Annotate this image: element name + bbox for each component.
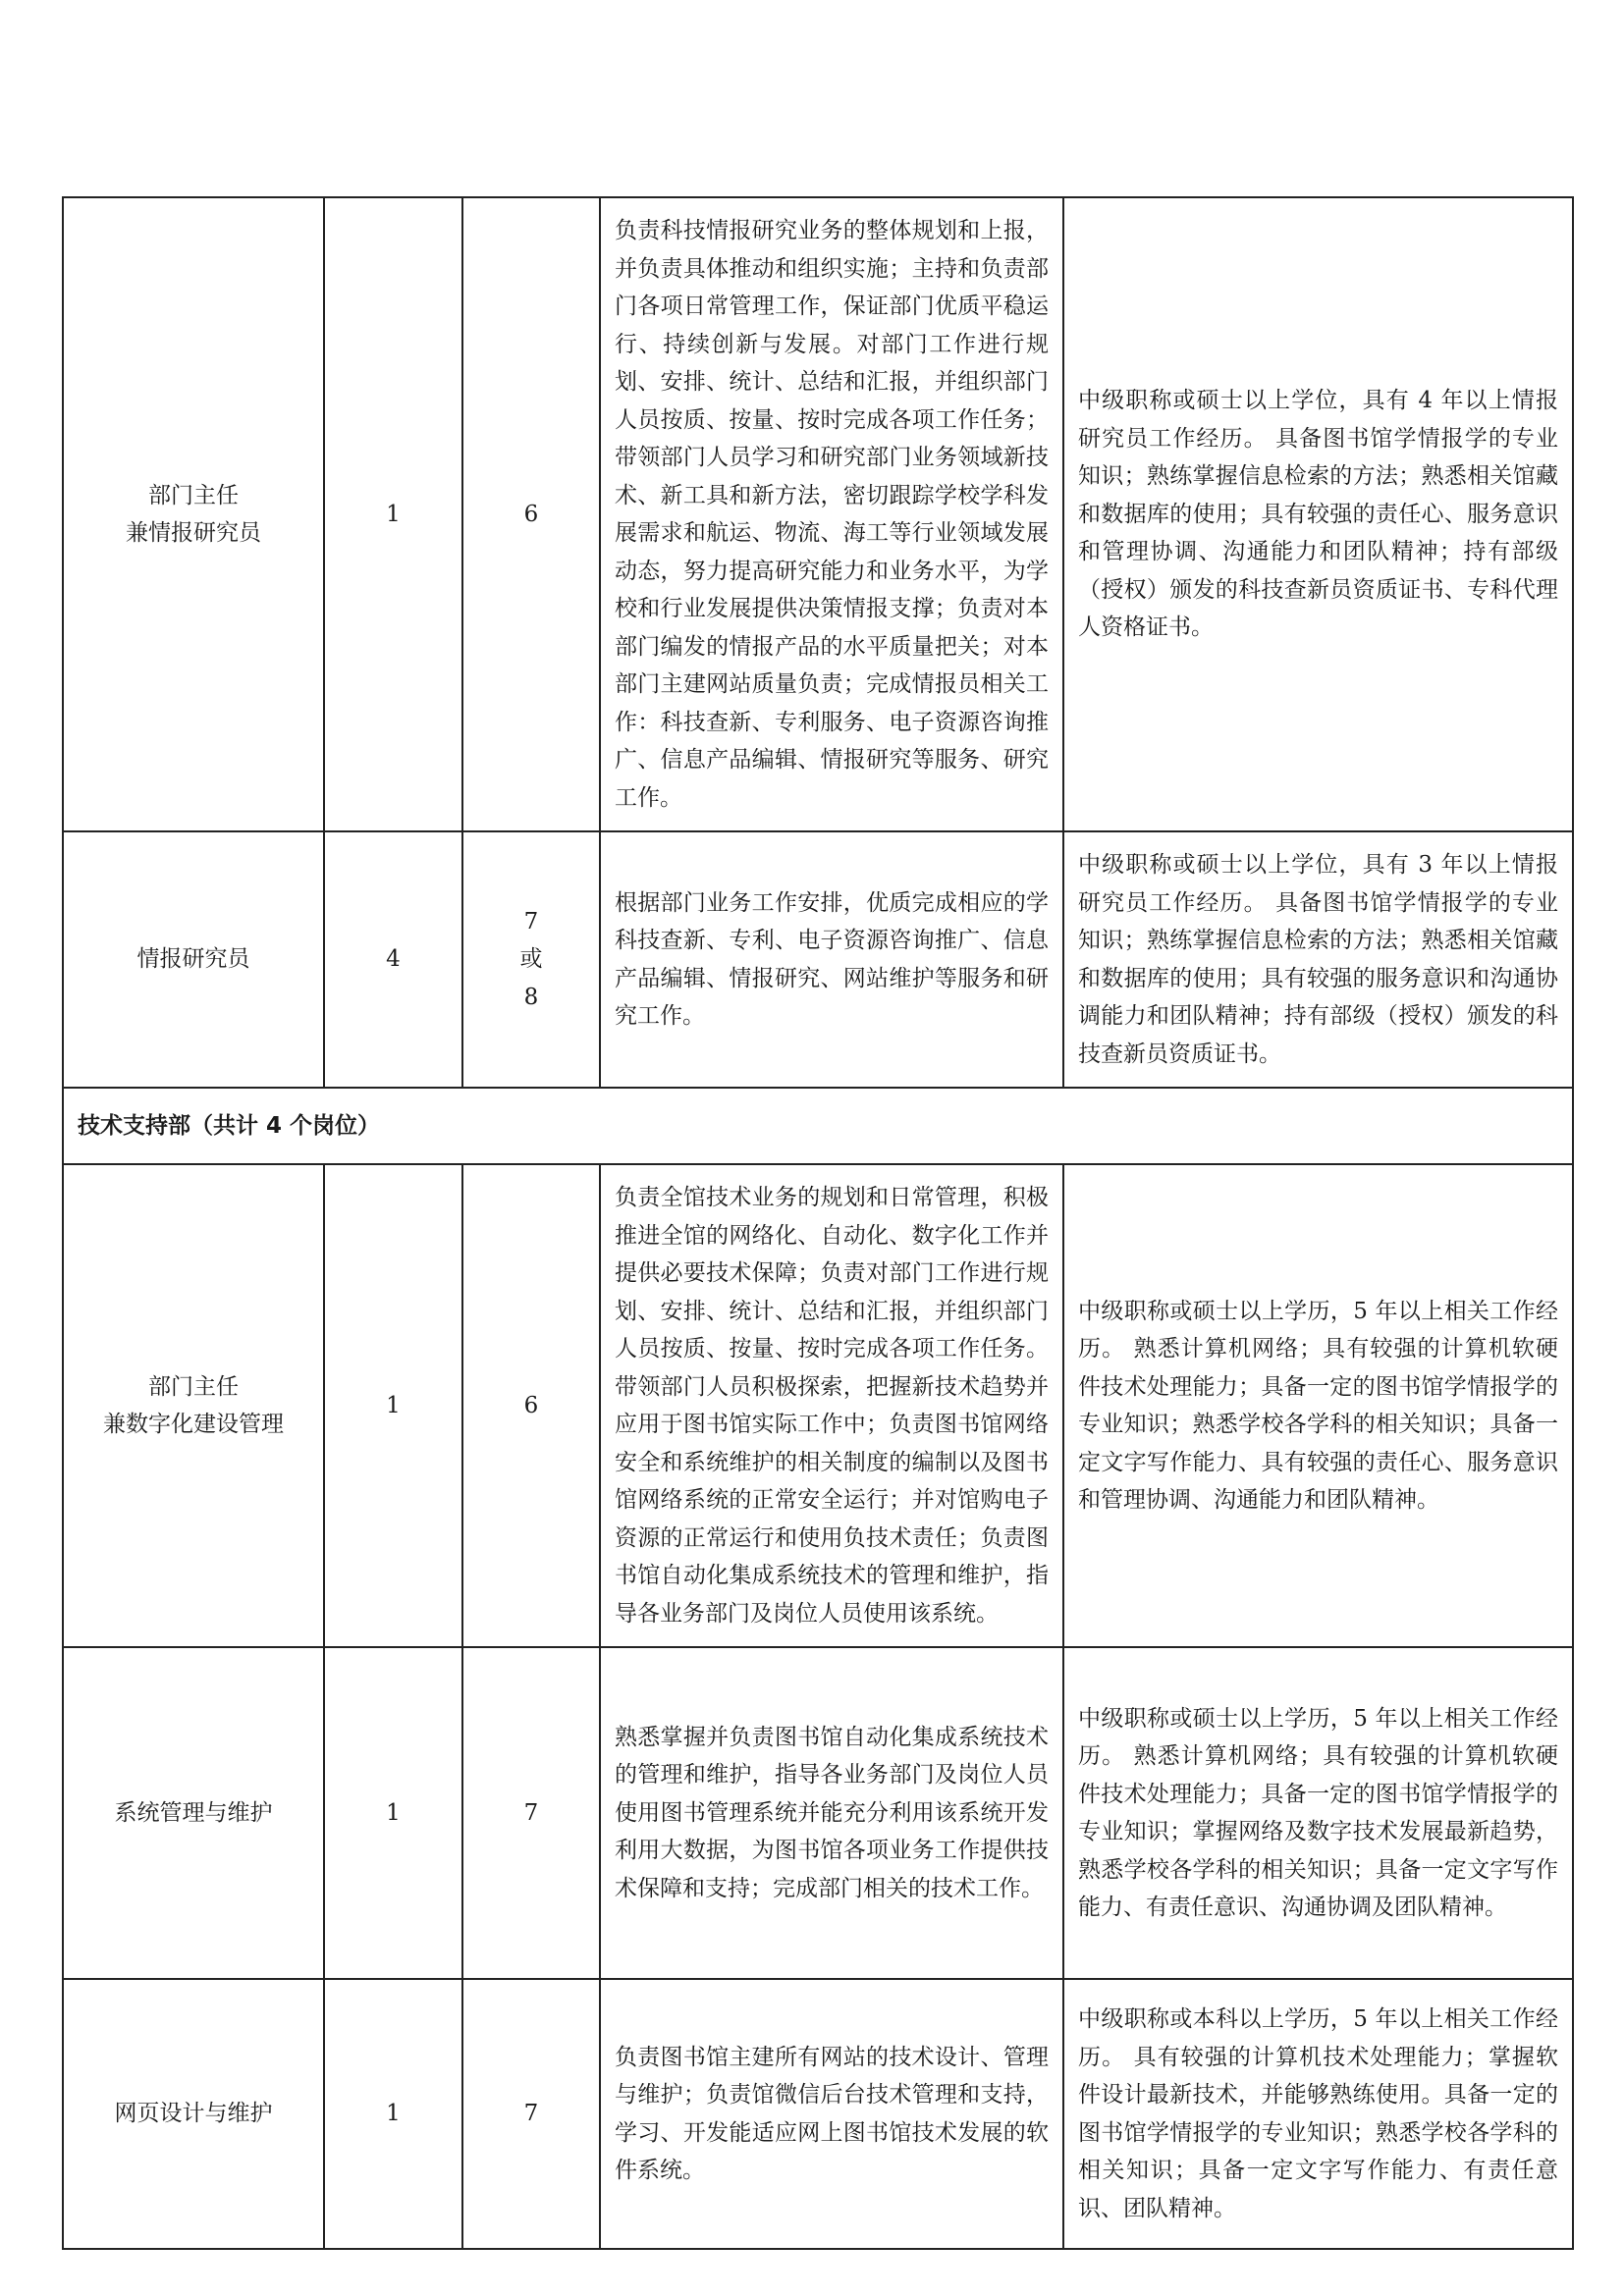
grade-line: 7 (523, 1799, 539, 1826)
table-row (63, 1164, 1573, 1647)
requirements-cell: 中级职称或硕士以上学位，具有 3 年以上情报研究员工作经历。 具备图书馆学情报学的专业知识；熟练掌握信息检索的方法；熟悉相关馆藏和数据库的使用；具有较强的服务意识和沟通协调能力和团队精神；持有部级（授权）颁发的科技查新员资质证书。 (1063, 831, 1573, 1088)
section-row (63, 1088, 1573, 1164)
job-title-line: 部门主任 (148, 1373, 239, 1400)
duties-cell: 负责科技情报研究业务的整体规划和上报，并负责具体推动和组织实施；主持和负责部门各项日常管理工作，保证部门优质平稳运行、持续创新与发展。对部门工作进行规划、安排、统计、总结和汇报，并组织部门人员按质、按量、按时完成各项工作任务；带领部门人员学习和研究部门业务领域新技术、新工具和新方法，密切跟踪学校学科发展需求和航运、物流、海工等行业领域发展动态，努力提高研究能力和业务水平，为学校和行业发展提供决策情报支撑；负责对本部门编发的情报产品的水平质量把关；对本部门主建网站质量负责；完成情报员相关工作：科技查新、专利服务、电子资源咨询推广、信息产品编辑、情报研究等服务、研究工作。 (600, 197, 1063, 831)
grade-line: 6 (523, 1392, 539, 1418)
requirements-cell: 中级职称或本科以上学历，5 年以上相关工作经历。 具有较强的计算机技术处理能力；掌握软件设计最新技术，并能够熟练使用。具备一定的图书馆学情报学的专业知识；熟悉学校各学科的相关知识；具备一定文字写作能力、有责任意识、团队精神。 (1063, 1979, 1573, 2249)
grade-line: 或 (519, 946, 543, 973)
table-row (63, 197, 1573, 831)
requirements-cell: 中级职称或硕士以上学历，5 年以上相关工作经历。 熟悉计算机网络；具有较强的计算机软硬件技术处理能力；具备一定的图书馆学情报学的专业知识；熟悉学校各学科的相关知识；具备一定文字写作能力、具有较强的责任心、服务意识和管理协调、沟通能力和团队精神。 (1063, 1164, 1573, 1647)
grade-cell (462, 1164, 600, 1647)
headcount-cell: 1 (324, 1979, 462, 2249)
headcount-cell: 4 (324, 831, 462, 1088)
job-title-line: 网页设计与维护 (114, 2101, 273, 2127)
duties-cell: 熟悉掌握并负责图书馆自动化集成系统技术的管理和维护，指导各业务部门及岗位人员使用图书管理系统并能充分利用该系统开发利用大数据，为图书馆各项业务工作提供技术保障和支持；完成部门相关的技术工作。 (600, 1647, 1063, 1979)
job-title-line: 兼数字化建设管理 (103, 1412, 284, 1437)
job-title-line: 部门主任 (148, 482, 239, 508)
headcount-cell: 1 (324, 1647, 462, 1979)
table-row (63, 831, 1573, 1088)
requirements-cell: 中级职称或硕士以上学位，具有 4 年以上情报研究员工作经历。 具备图书馆学情报学的专业知识；熟练掌握信息检索的方法；熟悉相关馆藏和数据库的使用；具有较强的责任心、服务意识和管理协调、沟通能力和团队精神；持有部级（授权）颁发的科技查新员资质证书、专科代理人资格证书。 (1063, 197, 1573, 831)
section-heading: 技术支持部（共计 4 个岗位） (63, 1088, 1573, 1164)
headcount-cell: 1 (324, 1164, 462, 1647)
duties-cell: 负责全馆技术业务的规划和日常管理，积极推进全馆的网络化、自动化、数字化工作并提供必要技术保障；负责对部门工作进行规划、安排、统计、总结和汇报，并组织部门人员按质、按量、按时完成各项工作任务。带领部门人员积极探索，把握新技术趋势并应用于图书馆实际工作中；负责图书馆网络安全和系统维护的相关制度的编制以及图书馆网络系统的正常安全运行；并对馆购电子资源的正常运行和使用负技术责任；负责图书馆自动化集成系统技术的管理和维护，指导各业务部门及岗位人员使用该系统。 (600, 1164, 1063, 1647)
job-title-line: 情报研究员 (136, 946, 250, 973)
job-title-cell (63, 1164, 324, 1647)
grade-cell (462, 1647, 600, 1979)
grade-line: 7 (523, 2101, 539, 2127)
job-title-line: 系统管理与维护 (114, 1799, 273, 1826)
job-title-cell (63, 1979, 324, 2249)
job-title-cell (63, 197, 324, 831)
job-title-cell (63, 831, 324, 1088)
duties-cell: 根据部门业务工作安排，优质完成相应的学科技查新、专利、电子资源咨询推广、信息产品编辑、情报研究、网站维护等服务和研究工作。 (600, 831, 1063, 1088)
grade-line: 8 (523, 984, 539, 1010)
duties-cell: 负责图书馆主建所有网站的技术设计、管理与维护；负责馆微信后台技术管理和支持，学习、开发能适应网上图书馆技术发展的软件系统。 (600, 1979, 1063, 2249)
job-title-cell (63, 1647, 324, 1979)
requirements-cell: 中级职称或硕士以上学历，5 年以上相关工作经历。 熟悉计算机网络；具有较强的计算机软硬件技术处理能力；具备一定的图书馆学情报学的专业知识；掌握网络及数字技术发展最新趋势，熟悉学校各学科的相关知识；具备一定文字写作能力、有责任意识、沟通协调及团队精神。 (1063, 1647, 1573, 1979)
headcount-cell: 1 (324, 197, 462, 831)
table-row (63, 1647, 1573, 1979)
grade-cell (462, 197, 600, 831)
grade-cell (462, 831, 600, 1088)
grade-line: 6 (523, 501, 539, 527)
table-row (63, 1979, 1573, 2249)
job-title-line: 兼情报研究员 (126, 520, 261, 546)
job-table (62, 196, 1574, 2250)
grade-line: 7 (523, 908, 539, 934)
grade-cell (462, 1979, 600, 2249)
